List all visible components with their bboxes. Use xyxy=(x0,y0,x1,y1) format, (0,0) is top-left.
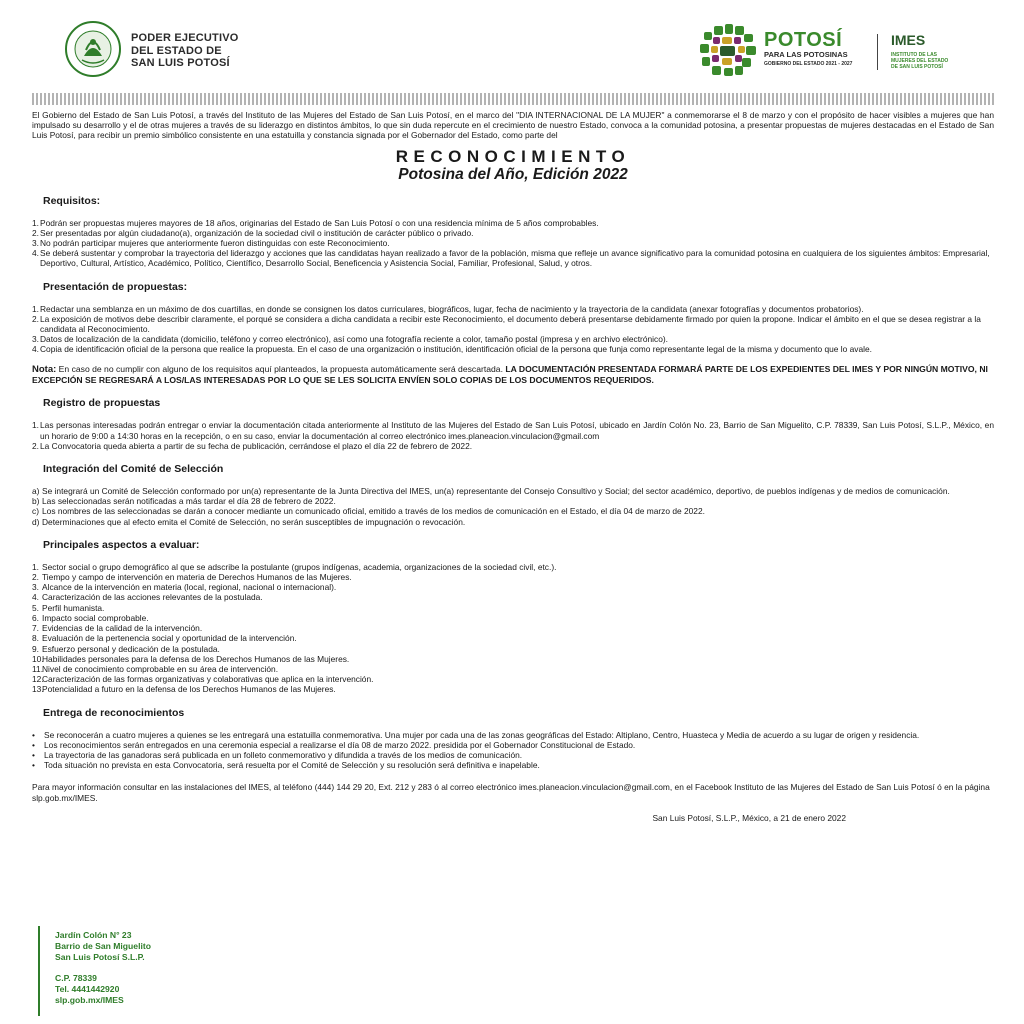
list-item-marker: 3. xyxy=(32,238,39,249)
list-item-marker: 3. xyxy=(32,582,39,593)
aspectos-list xyxy=(32,562,994,695)
list-item xyxy=(32,730,994,740)
list-item-text: Caracterización de las acciones relevantes de la postulada. xyxy=(42,592,263,603)
intro-paragraph: El Gobierno del Estado de San Luis Potosí, a través del Instituto de las Mujeres del Estado de San Luis Potosí, en el marco del "DIA INTERNACIONAL DE LA MUJER" a conmemorarse el 8 de marzo y con el propósito de hacer visibles a mujeres que han impulsado su desarrollo y el de otras mujeres a través de su liderazgo en distintos ámbitos, lo que sin duda repercute en el crecimiento de nuestro Estado, convoca a la comunidad potosina, a presentar propuestas de mujeres destacadas en el Estado de San Luis Potosí, para recibir un premio simbólico consistente en una estatuilla y constancia signada por el Gobernador del Estado, como parte del xyxy=(32,110,994,141)
list-item-marker: 4. xyxy=(32,592,39,603)
list-item-text: Caracterización de las formas organizativas y colaborativas que aplica en la intervención. xyxy=(42,674,374,685)
list-item-marker: 8. xyxy=(32,633,39,644)
list-item-marker: • xyxy=(32,749,35,760)
presentacion-list xyxy=(32,304,994,355)
list-item-text: Alcance de la intervención en materia (local, regional, nacional o internacional). xyxy=(42,582,337,593)
list-item-marker: 10. xyxy=(32,653,44,664)
list-item-text: Se deberá sustentar y comprobar la trayectoria del liderazgo y acciones que las candidatas hayan realizado a favor de la población, misma que refleje un avance significativo para la comunidad potosina en cualquiera de los siguientes ámbitos: Empresarial, Deportivo, Cultural, Artístico, Académico, Político, Científico, Desarrollo Social, Beneficencia y Asistencia Social, Familiar, Profesional, Salud, y otros. xyxy=(40,248,990,269)
list-item-marker: 2. xyxy=(32,572,39,583)
list-item-marker: c) xyxy=(32,506,39,517)
list-item xyxy=(32,582,994,592)
list-item-text: Habilidades personales para la defensa de los Derechos Humanos de las Mujeres. xyxy=(42,653,350,664)
list-item-text: Ser presentadas por algún ciudadano(a), organización de la sociedad civil o institución de carácter público o privado. xyxy=(40,227,474,238)
list-item xyxy=(32,654,994,664)
entrega-heading: Entrega de reconocimientos xyxy=(43,706,185,719)
registro-list xyxy=(32,420,994,451)
list-item xyxy=(32,344,994,354)
mexican-coat-of-arms-seal xyxy=(64,20,122,78)
footer-accent-bar xyxy=(38,926,40,1016)
list-item-marker: 1. xyxy=(32,217,39,228)
list-item xyxy=(32,644,994,654)
list-item xyxy=(32,684,994,694)
list-item-text: Se integrará un Comité de Selección conformado por un(a) representante de la Junta Directiva del IMES, un(a) representante del Consejo Consultivo y Social; del sector académico, deportivo, de pueblos indígenas y de medios de comunicación. xyxy=(42,486,950,497)
list-item xyxy=(32,603,994,613)
list-item-text: Tiempo y campo de intervención en materia de Derechos Humanos de las Mujeres. xyxy=(42,572,352,583)
list-item-text: Las personas interesadas podrán entregar o enviar la documentación citada anteriormente al Instituto de las Mujeres del Estado de San Luis Potosí, ubicado en Jardín Colón No. 23, Barrio de San Miguelito, C.P. 78339, San Luis Potosí, S.L.P., México, en un horario de 9:00 a 14:30 horas en la recepción, o en su caso, enviar la documentación al correo electrónico imes.planeacion.vinculacion@gmail.com xyxy=(40,420,994,441)
list-item-marker: 1. xyxy=(32,561,39,572)
footer-gap xyxy=(55,963,151,973)
list-item xyxy=(32,517,994,527)
list-item xyxy=(32,238,994,248)
list-item-marker: 5. xyxy=(32,602,39,613)
footer-address-1: Jardín Colón N° 23 xyxy=(55,930,132,940)
list-item-marker: 1. xyxy=(32,420,39,431)
list-item xyxy=(32,441,994,451)
gov-line-1: PODER EJECUTIVO xyxy=(131,32,239,44)
footer-postal-code: C.P. 78339 xyxy=(55,973,97,983)
list-item-text: Determinaciones que al efecto emita el Comité de Selección, no serán susceptibles de impugnación o revocación. xyxy=(42,516,466,527)
document-subtitle: Potosina del Año, Edición 2022 xyxy=(398,165,628,183)
potosi-brand xyxy=(764,30,852,68)
list-item xyxy=(32,674,994,684)
list-item-marker: 13. xyxy=(32,684,44,695)
gov-line-3: SAN LUIS POTOSÍ xyxy=(131,57,230,69)
footer-phone: Tel. 4441442920 xyxy=(55,984,120,994)
list-item-marker: 2. xyxy=(32,227,39,238)
list-item xyxy=(32,314,994,334)
list-item xyxy=(32,750,994,760)
list-item-marker: 4. xyxy=(32,248,39,259)
logo-divider xyxy=(877,34,878,70)
list-item-marker: 12. xyxy=(32,674,44,685)
list-item-text: Evidencias de la calidad de la intervención. xyxy=(42,623,203,634)
footer-website-link[interactable]: slp.gob.mx/IMES xyxy=(55,995,124,1005)
potosi-mosaic-logo-icon xyxy=(698,22,758,78)
page-header xyxy=(0,0,1024,96)
list-item xyxy=(32,334,994,344)
brand-tag: PARA LAS POTOSINAS xyxy=(764,50,848,59)
document-body xyxy=(32,110,994,823)
list-item-text: La exposición de motivos debe describir claramente, el porqué se considera a dicha candidata a recibir este Reconocimiento, el documento deberá presentarse debidamente firmado por quien la propone. Indicar el ámbito en el que se desea registrar a la candidata al Reconocimiento. xyxy=(40,313,981,335)
aspectos-heading: Principales aspectos a evaluar: xyxy=(43,538,200,551)
list-item-text: Potencialidad a futuro en la defensa de los Derechos Humanos de las Mujeres. xyxy=(42,684,336,695)
requisitos-heading: Requisitos: xyxy=(43,194,101,207)
registro-heading: Registro de propuestas xyxy=(43,397,161,410)
list-item-text: Se reconocerán a cuatro mujeres a quienes se les entregará una estatuilla conmemorativa. Una mujer por cada una de las zonas geográficas del Estado: Altiplano, Centro, Huasteca y Media de acuerdo a su lugar de origen y residencia. xyxy=(44,729,920,740)
list-item-text: Toda situación no prevista en esta Convocatoria, será resuelta por el Comité de Selección y su resolución será definitiva e inapelable. xyxy=(44,760,540,771)
list-item xyxy=(32,218,994,228)
list-item-text: Los reconocimientos serán entregados en una ceremonia especial a realizarse el día 08 de marzo 2022. presidida por el Gobernador Constitucional de Estado. xyxy=(44,739,636,750)
list-item xyxy=(32,623,994,633)
list-item-text: Los nombres de las seleccionadas se darán a conocer mediante un comunicado oficial, emitido a través de los medios de comunicación en el Estado, el día 04 de marzo de 2022. xyxy=(42,506,705,517)
list-item-marker: 7. xyxy=(32,623,39,634)
list-item xyxy=(32,228,994,238)
contact-paragraph: Para mayor información consultar en las instalaciones del IMES, al teléfono (444) 144 29 20, Ext. 212 y 283 ó al correo electrónico imes.planeacion.vinculacion@gmail.com, en el Facebook Instituto de las Mujeres del Estado de San Luis Potosí ó en la página slp.gob.mx/IMES. xyxy=(32,782,990,803)
list-item-text: Datos de localización de la candidata (domicilio, teléfono y correo electrónico), así como una fotografía reciente a color, tamaño postal (impresa y en archivo electrónico). xyxy=(40,334,668,345)
list-item-marker: 2. xyxy=(32,440,39,451)
imes-line-1: INSTITUTO DE LAS xyxy=(891,52,938,58)
list-item-marker: 1. xyxy=(32,303,39,314)
list-item-marker: 9. xyxy=(32,643,39,654)
page-footer xyxy=(55,930,151,1006)
list-item xyxy=(32,572,994,582)
imes-line-3: DE SAN LUIS POTOSÍ xyxy=(891,64,943,70)
list-item-text: Podrán ser propuestas mujeres mayores de 18 años, originarias del Estado de San Luis Potosí o con una residencia mínima de 5 años comprobables. xyxy=(40,217,599,228)
list-item-text: Impacto social comprobable. xyxy=(42,612,149,623)
list-item-text: No podrán participar mujeres que anteriormente fueron distinguidas con este Reconocimiento. xyxy=(40,238,390,249)
gov-line-2: DEL ESTADO DE xyxy=(131,44,222,57)
date-line: San Luis Potosí, S.L.P., México, a 21 de enero 2022 xyxy=(652,812,846,823)
nota-caps: LA DOCUMENTACIÓN PRESENTADA FORMARÁ PARTE DE LOS EXPEDIENTES DEL IMES Y POR NINGÚN MOTIVO, NI EXCEPCIÓN SE REGRESARÁ A LOS/LAS INTERESADAS POR LO QUE SE LES SOLICITA ENVÍEN SOLO COPIAS DE LOS DOCUMENTOS REQUERIDOS. xyxy=(32,363,988,386)
list-item-marker: 4. xyxy=(32,344,39,355)
nota-label: Nota: xyxy=(32,363,57,375)
list-item xyxy=(32,248,994,268)
footer-address-2: Barrio de San Miguelito xyxy=(55,941,151,951)
list-item-text: La Convocatoria queda abierta a partir de su fecha de publicación, cerrándose el plazo el día 22 de febrero de 2022. xyxy=(40,440,473,451)
list-item-text: Redactar una semblanza en un máximo de dos cuartillas, en donde se consignen los datos curriculares, biográficos, lugar, fecha de nacimiento y la trayectoria de la candidata (anexar fotografías y documentos probatorios). xyxy=(40,303,864,314)
list-item-marker: • xyxy=(32,729,35,740)
document-title: RECONOCIMIENTO xyxy=(395,146,631,166)
list-item xyxy=(32,506,994,516)
list-item-text: La trayectoria de las ganadoras será publicada en un folleto conmemorativo y difundida a través de los medios de comunicación. xyxy=(44,749,523,760)
list-item xyxy=(32,760,994,770)
list-item-text: Perfil humanista. xyxy=(42,602,105,613)
brand-period: GOBIERNO DEL ESTADO 2021 - 2027 xyxy=(764,61,853,67)
brand-name: POTOSÍ xyxy=(764,29,843,51)
list-item-text: Copia de identificación oficial de la persona que realice la propuesta. En el caso de una organización o institución, identificación oficial de la persona que funja como representante legal de la misma y documento que lo avale. xyxy=(40,344,872,355)
list-item-text: Las seleccionadas serán notificadas a más tardar el día 28 de febrero de 2022. xyxy=(42,496,336,507)
list-item xyxy=(32,740,994,750)
imes-name: IMES xyxy=(891,32,926,48)
entrega-list xyxy=(32,730,994,771)
requisitos-list xyxy=(32,218,994,269)
list-item-marker: 11. xyxy=(32,663,44,674)
list-item-text: Evaluación de la pertenencia social y oportunidad de la intervención. xyxy=(42,633,297,644)
list-item xyxy=(32,633,994,643)
list-item xyxy=(32,562,994,572)
comite-list xyxy=(32,486,994,527)
list-item-text: Nivel de conocimiento comprobable en su área de intervención. xyxy=(42,663,279,674)
presentacion-heading: Presentación de propuestas: xyxy=(43,280,188,293)
imes-logo xyxy=(891,32,948,70)
list-item-marker: 3. xyxy=(32,334,39,345)
list-item xyxy=(32,420,994,440)
list-item xyxy=(32,613,994,623)
government-name xyxy=(131,32,239,70)
list-item-text: Sector social o grupo demográfico al que se adscribe la postulante (grupos indígenas, academia, organizaciones de la sociedad civil, etc.). xyxy=(42,561,557,572)
list-item-marker: a) xyxy=(32,486,40,497)
comite-heading: Integración del Comité de Selección xyxy=(43,463,224,476)
imes-line-2: MUJERES DEL ESTADO xyxy=(891,58,949,64)
list-item-marker: d) xyxy=(32,516,40,527)
nota-paragraph xyxy=(32,364,994,386)
list-item-marker: 6. xyxy=(32,612,39,623)
list-item-marker: 2. xyxy=(32,313,39,324)
list-item xyxy=(32,486,994,496)
nota-text: En caso de no cumplir con alguno de los requisitos aquí planteados, la propuesta automáticamente será descartada. xyxy=(58,363,503,374)
list-item-marker: b) xyxy=(32,496,40,507)
list-item-text: Esfuerzo personal y dedicación de la postulada. xyxy=(42,643,220,654)
list-item xyxy=(32,592,994,602)
list-item xyxy=(32,304,994,314)
footer-address-3: San Luis Potosí S.L.P. xyxy=(55,952,145,962)
list-item-marker: • xyxy=(32,739,35,750)
list-item xyxy=(32,496,994,506)
list-item xyxy=(32,664,994,674)
header-stripe-divider xyxy=(32,93,994,105)
list-item-marker: • xyxy=(32,760,35,771)
